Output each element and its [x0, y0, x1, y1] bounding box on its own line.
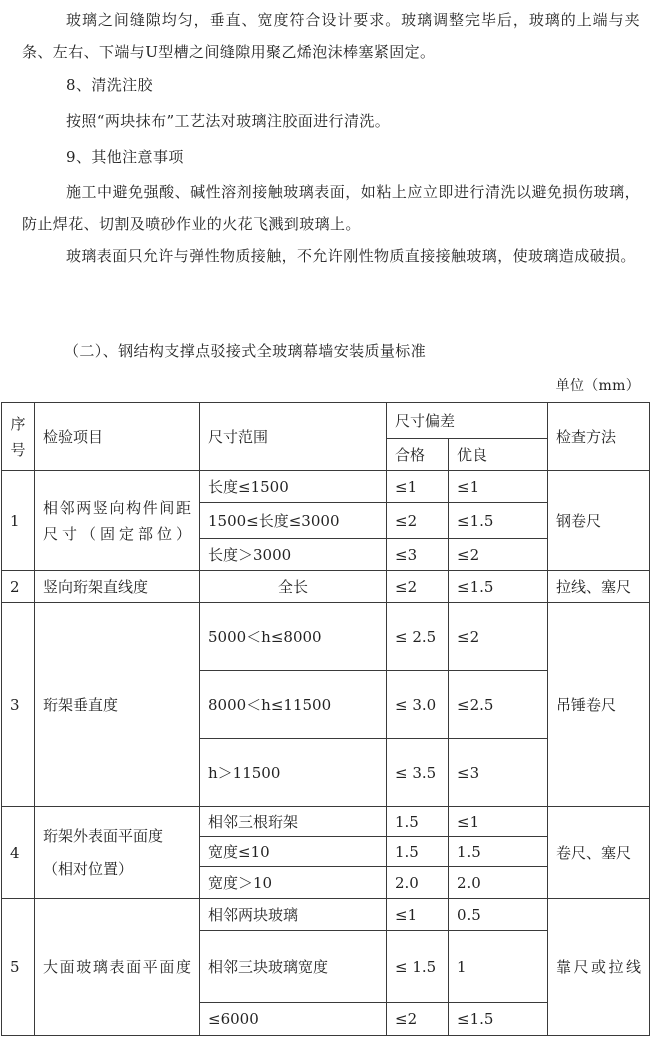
quality-standard-table	[1, 402, 650, 1036]
row-excellent: 1.5	[449, 837, 548, 867]
row-range: 宽度＞10	[200, 867, 387, 899]
header-index: 序号	[2, 403, 35, 471]
row-item: 竖向珩架直线度	[35, 571, 200, 603]
row-range: ≤6000	[200, 1003, 387, 1036]
header-excellent: 优良	[449, 439, 548, 471]
row-range: 相邻三根珩架	[200, 807, 387, 837]
row-range: 5000＜h≤8000	[200, 603, 387, 671]
row-method: 吊锤卷尺	[548, 603, 650, 807]
row-range: 长度＞3000	[200, 539, 387, 571]
row-excellent: 0.5	[449, 899, 548, 931]
table-row	[2, 471, 650, 503]
table-row	[2, 807, 650, 837]
row-excellent: ≤2	[449, 603, 548, 671]
row-item: 珩架外表面平面度（相对位置）	[35, 807, 200, 899]
row-range: 相邻三块玻璃宽度	[200, 931, 387, 1003]
row-pass: ≤ 3.0	[387, 671, 449, 739]
heading-other-notes: 9、其他注意事项	[66, 148, 184, 166]
row-pass: ≤1	[387, 471, 449, 503]
row-range: 8000＜h≤11500	[200, 671, 387, 739]
row-item: 珩架垂直度	[35, 603, 200, 807]
row-method: 卷尺、塞尺	[548, 807, 650, 899]
paragraph-avoid-chemicals: 施工中避免强酸、碱性溶剂接触玻璃表面，如粘上应立即进行清洗以避免损伤玻璃，防止焊花、切割及喷砂作业的火花飞溅到玻璃上。	[22, 183, 640, 233]
paragraph-elastic-contact: 玻璃表面只允许与弹性物质接触，不允许刚性物质直接接触玻璃，使玻璃造成破损。	[66, 247, 636, 265]
row-pass: ≤3	[387, 539, 449, 571]
row-range: 全长	[200, 571, 387, 603]
row-index: 1	[2, 471, 35, 571]
heading-cleaning: 8、清洗注胶	[66, 76, 153, 94]
row-pass: 2.0	[387, 867, 449, 899]
row-range: 相邻两块玻璃	[200, 899, 387, 931]
table-row	[2, 603, 650, 671]
row-excellent: ≤1	[449, 807, 548, 837]
row-excellent: ≤1	[449, 471, 548, 503]
header-range: 尺寸范围	[200, 403, 387, 471]
row-range: 1500≤长度≤3000	[200, 503, 387, 539]
row-pass: ≤2	[387, 1003, 449, 1036]
row-pass: 1.5	[387, 807, 449, 837]
row-index: 2	[2, 571, 35, 603]
row-pass: ≤2	[387, 571, 449, 603]
row-item: 大面玻璃表面平面度	[35, 899, 200, 1036]
row-excellent: ≤1.5	[449, 571, 548, 603]
table-row	[2, 899, 650, 931]
row-range: 长度≤1500	[200, 471, 387, 503]
row-pass: ≤1	[387, 899, 449, 931]
header-method: 检查方法	[548, 403, 650, 471]
row-pass: 1.5	[387, 837, 449, 867]
header-item: 检验项目	[35, 403, 200, 471]
row-pass: ≤ 2.5	[387, 603, 449, 671]
row-pass: ≤2	[387, 503, 449, 539]
row-excellent: ≤3	[449, 739, 548, 807]
row-index: 4	[2, 807, 35, 899]
row-index: 3	[2, 603, 35, 807]
row-method: 拉线、塞尺	[548, 571, 650, 603]
row-method: 靠尺或拉线	[548, 899, 650, 1036]
paragraph-glass-gaps: 玻璃之间缝隙均匀，垂直、宽度符合设计要求。玻璃调整完毕后，玻璃的上端与夹条、左右、下端与U型槽之间缝隙用聚乙烯泡沫棒塞紧固定。	[22, 11, 640, 61]
row-excellent: 2.0	[449, 867, 548, 899]
row-excellent: ≤2.5	[449, 671, 548, 739]
header-pass: 合格	[387, 439, 449, 471]
row-pass: ≤ 1.5	[387, 931, 449, 1003]
row-excellent: ≤2	[449, 539, 548, 571]
table-header-row	[2, 403, 650, 439]
row-pass: ≤ 3.5	[387, 739, 449, 807]
table-row	[2, 571, 650, 603]
header-deviation: 尺寸偏差	[387, 403, 548, 439]
row-index: 5	[2, 899, 35, 1036]
row-range: h＞11500	[200, 739, 387, 807]
row-method: 钢卷尺	[548, 471, 650, 571]
row-range: 宽度≤10	[200, 837, 387, 867]
table-caption: （二）、钢结构支撑点驳接式全玻璃幕墙安装质量标准	[64, 342, 427, 360]
row-item: 相邻两竖向构件间距尺寸（固定部位）	[35, 471, 200, 571]
row-excellent: ≤1.5	[449, 503, 548, 539]
row-excellent: 1	[449, 931, 548, 1003]
paragraph-cleaning: 按照“两块抹布”工艺法对玻璃注胶面进行清洗。	[66, 112, 391, 130]
row-excellent: ≤1.5	[449, 1003, 548, 1036]
unit-label: 单位（mm）	[555, 378, 640, 394]
